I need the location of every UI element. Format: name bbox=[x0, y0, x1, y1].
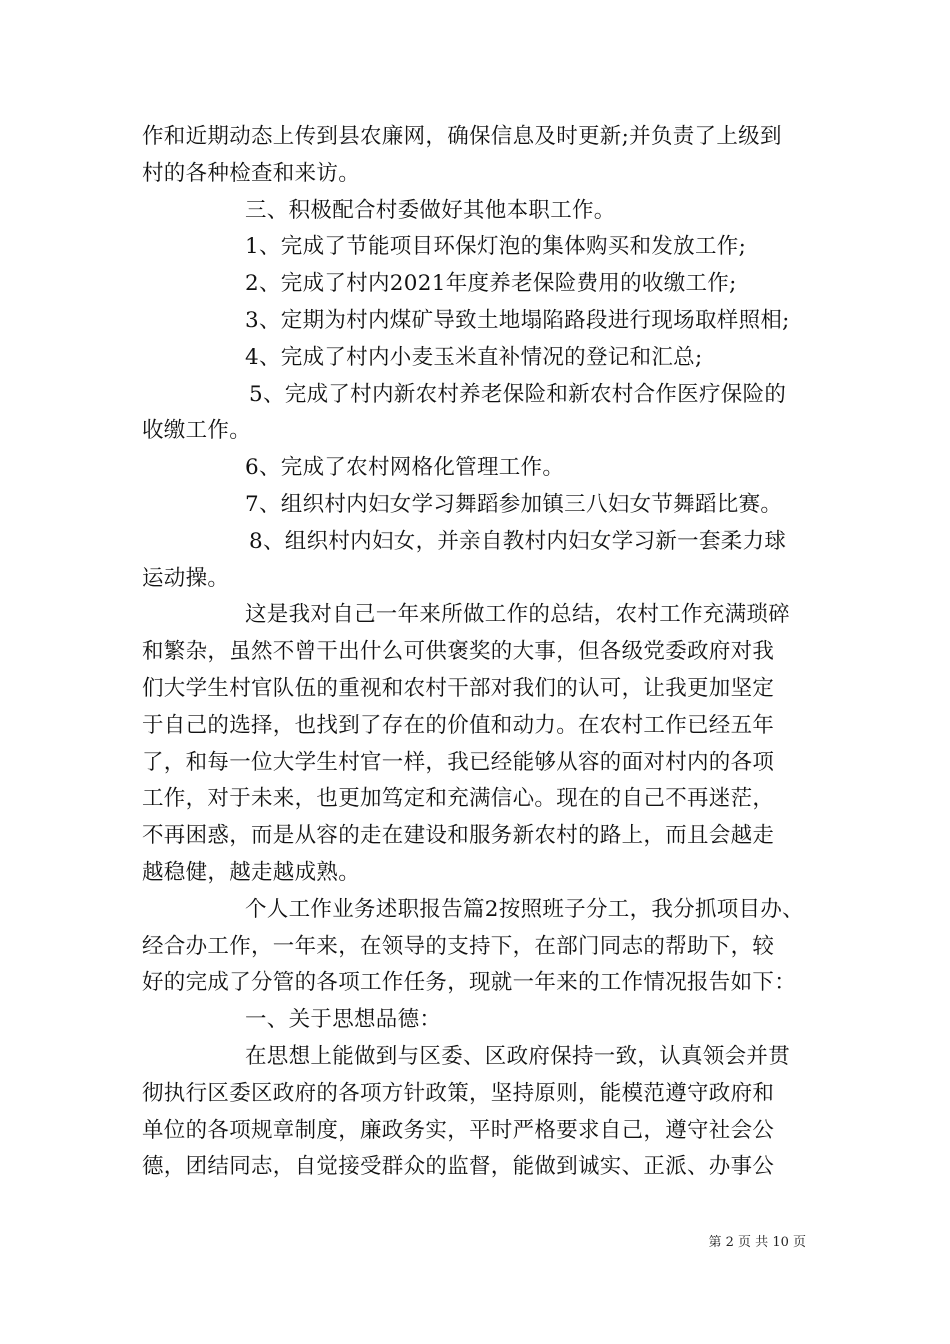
text-line: 们大学生村官队伍的重视和农村干部对我们的认可，让我更加坚定 bbox=[142, 675, 775, 701]
text-line: 和繁杂，虽然不曾干出什么可供褒奖的大事，但各级党委政府对我 bbox=[142, 639, 775, 665]
text-line: 工作，对于未来，也更加笃定和充满信心。现在的自己不再迷茫， bbox=[142, 786, 775, 812]
section-heading: 一、关于思想品德： bbox=[245, 1007, 442, 1033]
list-item: 7、组织村内妇女学习舞蹈参加镇三八妇女节舞蹈比赛。 bbox=[245, 491, 783, 517]
list-item: 1、完成了节能项目环保灯泡的集体购买和发放工作; bbox=[245, 234, 747, 260]
text-line: 作和近期动态上传到县农廉网，确保信息及时更新;并负责了上级到 bbox=[142, 124, 782, 149]
page-number: 第 2 页 共 10 页 bbox=[708, 1235, 806, 1250]
section-heading: 三、积极配合村委做好其他本职工作。 bbox=[245, 197, 616, 223]
paragraph-start: 在思想上能做到与区委、区政府保持一致，认真领会并贯 bbox=[245, 1043, 791, 1069]
text-line: 经合办工作，一年来，在领导的支持下，在部门同志的帮助下，较 bbox=[142, 933, 775, 959]
text-line: 运动操。 bbox=[142, 565, 230, 591]
text-line: 收缴工作。 bbox=[142, 418, 252, 444]
text-line: 越稳健，越走越成熟。 bbox=[142, 859, 361, 885]
paragraph-start: 这是我对自己一年来所做工作的总结，农村工作充满琐碎 bbox=[245, 602, 791, 628]
list-item: 3、定期为村内煤矿导致土地塌陷路段进行现场取样照相; bbox=[245, 307, 790, 333]
list-item: 6、完成了农村网格化管理工作。 bbox=[245, 455, 565, 481]
text-line: 德，团结同志，自觉接受群众的监督，能做到诚实、正派、办事公 bbox=[142, 1154, 775, 1180]
text-line: 村的各种检查和来访。 bbox=[142, 160, 361, 186]
paragraph-start: 个人工作业务述职报告篇2按照班子分工，我分抓项目办、 bbox=[245, 896, 804, 922]
list-item: 8、组织村内妇女，并亲自教村内妇女学习新一套柔力球 bbox=[249, 528, 787, 554]
text-line: 好的完成了分管的各项工作任务，现就一年来的工作情况报告如下： bbox=[142, 970, 797, 996]
text-line: 不再困惑，而是从容的走在建设和服务新农村的路上，而且会越走 bbox=[142, 823, 775, 849]
document-body bbox=[142, 119, 810, 1186]
list-item: 2、完成了村内2021年度养老保险费用的收缴工作; bbox=[245, 271, 737, 297]
text-line: 了，和每一位大学生村官一样，我已经能够从容的面对村内的各项 bbox=[142, 749, 775, 775]
list-item: 4、完成了村内小麦玉米直补情况的登记和汇总; bbox=[245, 344, 703, 370]
text-line: 单位的各项规章制度，廉政务实，平时严格要求自己，遵守社会公 bbox=[142, 1117, 775, 1143]
text-line: 于自己的选择，也找到了存在的价值和动力。在农村工作已经五年 bbox=[142, 712, 775, 738]
list-item: 5、完成了村内新农村养老保险和新农村合作医疗保险的 bbox=[249, 381, 787, 407]
text-line: 彻执行区委区政府的各项方针政策，坚持原则，能模范遵守政府和 bbox=[142, 1080, 775, 1106]
